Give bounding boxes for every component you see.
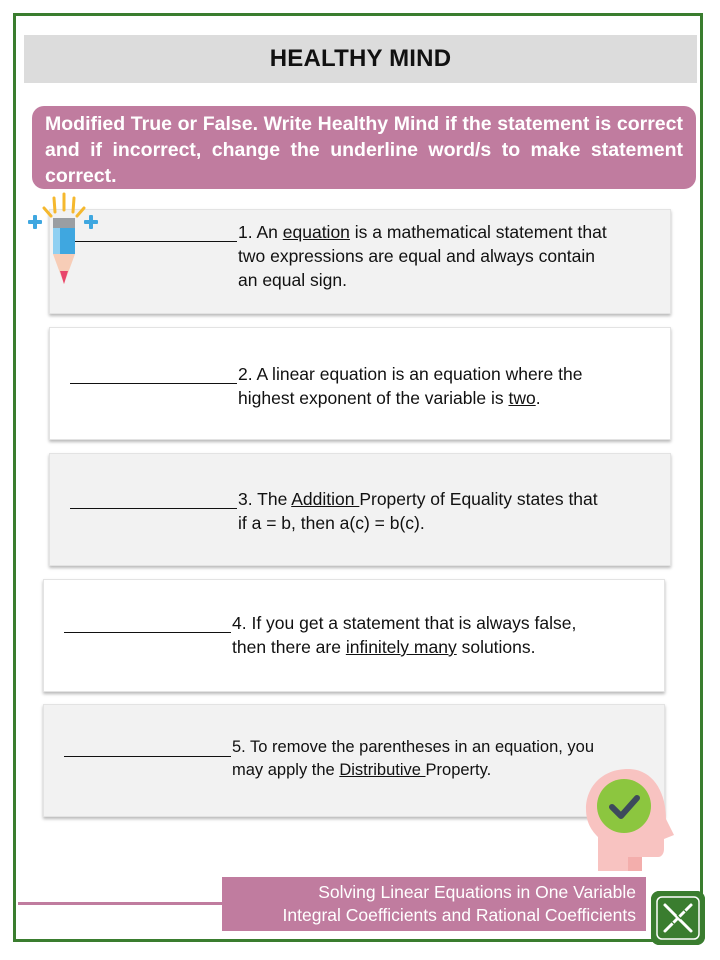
page-title: HEALTHY MIND [24,35,697,83]
q2-post: . [535,388,541,408]
question-text-2 [238,362,668,410]
footer-divider [18,902,230,905]
q3-underlined: Addition [291,489,360,509]
logo-icon [651,891,705,945]
q2-pre: highest exponent of the variable is [238,388,509,408]
q5-underlined: Distributive [339,761,426,779]
q5-line1: 5. To remove the parentheses in an equation, you [232,738,595,756]
q4-line1: 4. If you get a statement that is always false, [232,613,577,633]
healthy-mind-head-icon [580,765,680,875]
footer-line-2: Integral Coefficients and Rational Coefficients [282,905,636,925]
q1-line3: an equal sign. [238,270,347,290]
question-text-4 [232,611,662,659]
answer-blank-2[interactable] [70,383,237,384]
q5-pre: may apply the [232,761,340,779]
q4-underlined: infinitely many [345,637,457,657]
q1-post: is a mathematical statement that [349,222,607,242]
q4-post: solutions. [456,637,536,657]
q1-pre: 1. An [238,222,283,242]
pencil-icon [24,192,104,292]
answer-blank-5[interactable] [64,756,231,757]
q4-pre: then there are [232,637,346,657]
q3-post: Property of Equality states that [359,489,598,509]
q2-line1: 2. A linear equation is an equation where the [238,364,583,384]
answer-blank-3[interactable] [70,508,237,509]
answer-blank-4[interactable] [64,632,231,633]
q3-pre: 3. The [238,489,292,509]
q3-line2: if a = b, then a(c) = b(c). [238,513,425,533]
footer-line-1: Solving Linear Equations in One Variable [318,882,636,902]
q5-post: Property. [425,761,492,779]
q1-underlined: equation [282,222,350,242]
footer-box [222,877,646,931]
question-text-3 [238,487,668,535]
q1-line2: two expressions are equal and always contain [238,246,596,266]
question-text-1 [238,220,668,292]
instructions-box: Modified True or False. Write Healthy Mind if the statement is correct and if incorrect, change the underline word/s to make statement correct. [32,106,696,189]
q2-underlined: two [508,388,536,408]
